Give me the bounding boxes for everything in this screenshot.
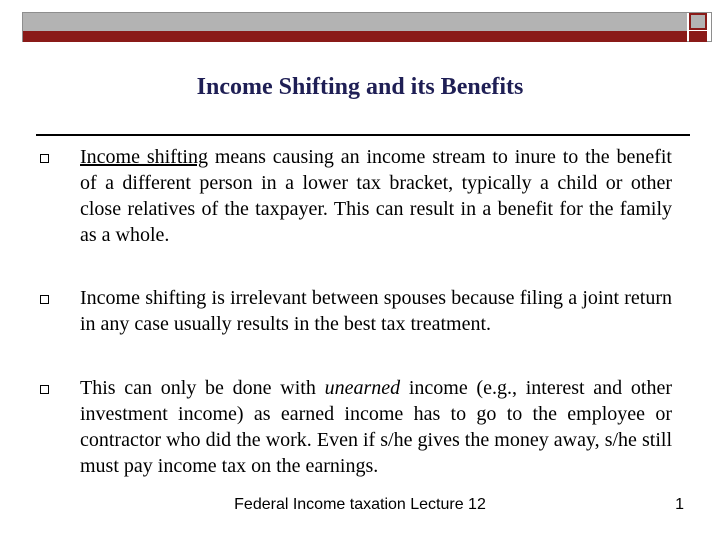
bullet-text-2: Income shifting is irrelevant between spouses because filing a joint return in any case usually results in the best tax treatment. <box>80 287 672 335</box>
decorative-header-bar <box>22 12 712 42</box>
page-number: 1 <box>675 496 684 513</box>
bullet-body-start: This can only be done with <box>80 377 325 399</box>
square-bullet-icon <box>40 295 49 304</box>
square-bullet-icon <box>40 385 49 394</box>
header-gray-band <box>23 13 687 31</box>
bullet-term: Income shifting <box>80 146 208 168</box>
bullet-item-3 <box>40 375 672 479</box>
bullet-body: means causing an income stream to inure to the benefit of a different person in a lower tax bracket, typically a child or other close relatives of the taxpayer. This can result in a benefit for the family as a whole. <box>80 146 672 246</box>
bullet-item-2 <box>40 285 672 337</box>
header-red-band <box>23 31 687 42</box>
bullet-emphasis: unearned <box>324 377 401 399</box>
bullet-text-1 <box>80 144 672 248</box>
square-bullet-icon <box>40 154 49 163</box>
bullet-item-1 <box>40 144 672 248</box>
bullet-body-end: income (e.g., interest and other investment income) as earned income has to go to the employee or contractor who did the work. Even if s/he gives the money away, s/he still must pay income tax on the earnings. <box>80 377 672 477</box>
header-corner-square-bottom <box>689 31 707 42</box>
header-corner-square <box>689 13 707 30</box>
bullet-text-3 <box>80 375 672 479</box>
slide-title: Income Shifting and its Benefits <box>196 74 524 100</box>
title-divider <box>36 134 690 136</box>
slide-footer: Federal Income taxation Lecture 12 <box>234 496 486 513</box>
